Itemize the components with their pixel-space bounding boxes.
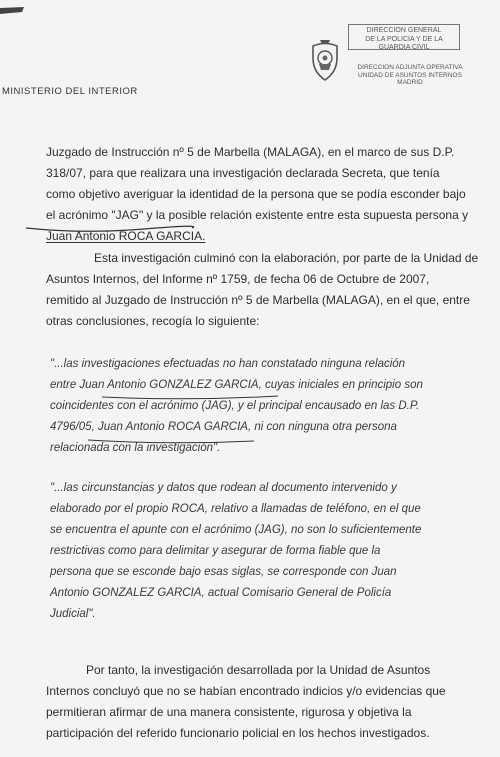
quote-line: relacionada con la investigación".	[50, 442, 221, 454]
stamp-top-line: DIRECCION GENERAL	[366, 27, 442, 34]
stamp-bottom-line: UNIDAD DE ASUNTOS INTERNOS	[358, 71, 462, 79]
text-line: Juzgado de Instrucción nº 5 de Marbella (MALAGA), en el marco de sus D.P.	[46, 145, 455, 159]
handwritten-underline-mark	[86, 436, 256, 446]
quote-line: restrictivas como para delimitar y asegurar de forma fiable que la	[50, 545, 381, 557]
quote-line: 4796/05, Juan Antonio ROCA GARCIA, ni con ninguna otra persona	[50, 421, 397, 433]
text-line: permitieran afirmar de una manera consistente, rigurosa y objetiva la	[46, 705, 412, 719]
quote-line: se encuentra el apunte con el acrónimo (JAG), no son lo suficientemente	[50, 524, 422, 536]
text-line: Asuntos Internos, del Informe nº 1759, de fecha 06 de Octubre de 2007,	[46, 272, 430, 286]
quote-line: entre Juan Antonio GONZALEZ GARCIA, cuyas iniciales en principio son	[50, 379, 423, 391]
stamp-bottom-line: DIRECCION ADJUNTA OPERATIVA	[357, 64, 463, 71]
police-crest-icon	[308, 38, 342, 82]
text-line: el acrónimo "JAG" y la posible relación existente entre esta supuesta persona y	[46, 208, 469, 222]
quote-line: elaborado por el propio ROCA, relativo a llamadas de teléfono, en el que	[50, 503, 421, 515]
paragraph-conclusion	[46, 660, 472, 744]
stamp-top-line: DE LA POLICIA Y DE LA	[365, 35, 443, 43]
text-line: participación del referido funcionario policial en los hechos investigados.	[46, 726, 430, 740]
quote-line: "...las circunstancias y datos que rodean al documento intervenido y	[50, 482, 397, 494]
handwritten-underline-mark	[24, 222, 194, 236]
text-line: Esta investigación culminó con la elaboración, por parte de la Unidad de	[94, 251, 479, 265]
stamp-top	[348, 24, 460, 50]
scan-corner-mark	[0, 6, 26, 16]
text-line: remitido al Juzgado de Instrucción nº 5 de Marbella (MALAGA), en el que, entre	[46, 293, 470, 307]
text-line-underlined: Juan Antonio ROCA GARCIA.	[46, 229, 206, 243]
quote-line: Antonio GONZALEZ GARCIA, actual Comisario General de Policía	[50, 587, 392, 599]
quote-line: "...las investigaciones efectuadas no han constatado ninguna relación	[50, 358, 406, 370]
paragraph-report	[46, 248, 479, 332]
quote-second	[50, 478, 470, 625]
text-line: Por tanto, la investigación desarrollada por la Unidad de Asuntos	[86, 663, 431, 677]
stamp-top-line: GUARDIA CIVIL	[378, 44, 430, 51]
quote-line: persona que se esconde bajo esas siglas, se corresponde con Juan	[50, 566, 397, 578]
ministry-heading: MINISTERIO DEL INTERIOR	[2, 86, 138, 97]
stamp-bottom-line: MADRID	[397, 79, 423, 86]
text-line: como objetivo averiguar la identidad de la persona que se podía esconder bajo	[46, 187, 466, 201]
text-line: Internos concluyó que no se habían encontrado indicios y/o evidencias que	[46, 684, 446, 698]
quote-line: Judicial".	[50, 608, 96, 620]
text-line: otras conclusiones, recogía lo siguiente:	[46, 314, 260, 328]
quote-line: coincidentes con el acrónimo (JAG), y el principal encausado en las D.P.	[50, 400, 420, 412]
handwritten-underline-mark	[100, 392, 280, 402]
text-line: 318/07, para que realizara una investigación declarada Secreta, que tenía	[46, 166, 440, 180]
stamp-bottom	[352, 64, 468, 87]
